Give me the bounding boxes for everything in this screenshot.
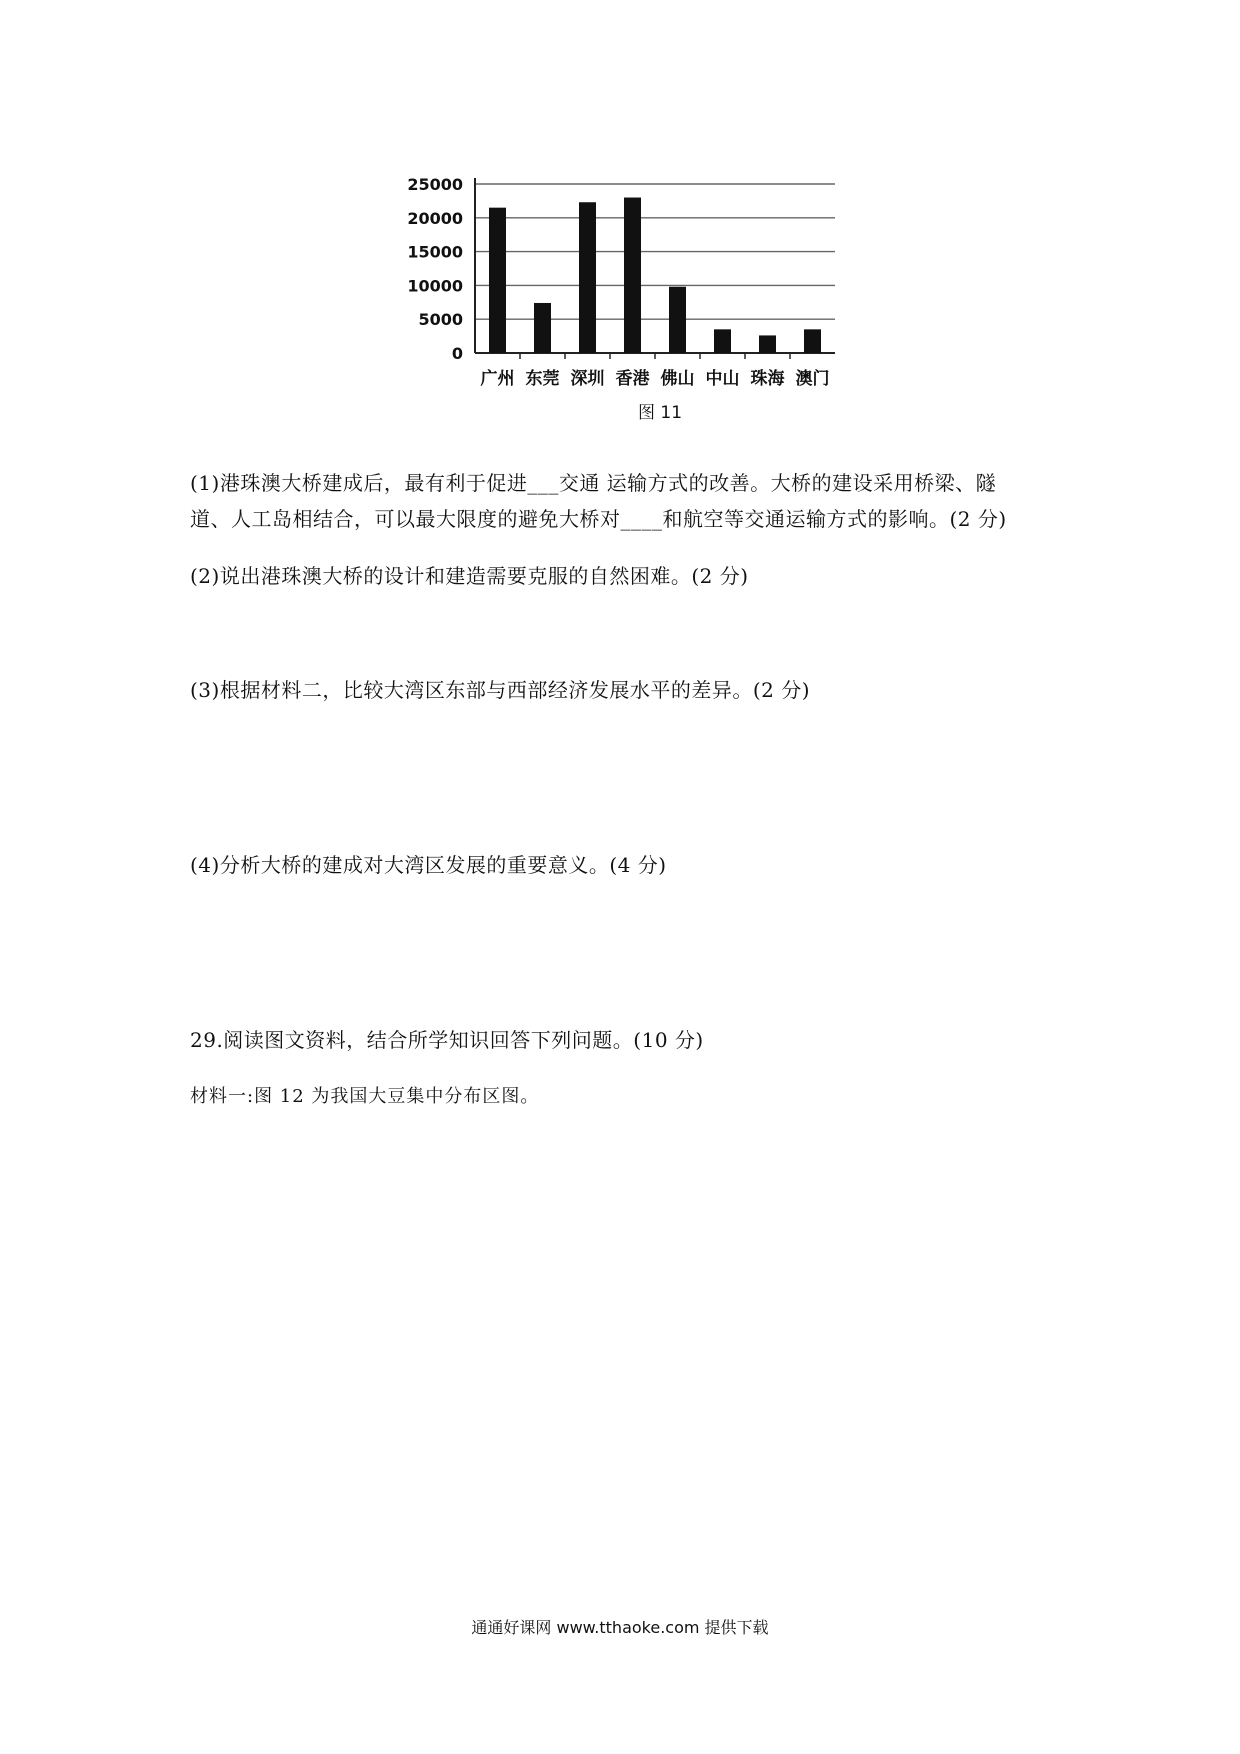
category-label: 佛山: [660, 369, 695, 389]
y-tick-label: 10000: [407, 276, 463, 296]
bar: [534, 303, 551, 353]
bar-chart-figure-11: [405, 170, 865, 460]
bar: [489, 208, 506, 353]
figure-caption: 图 11: [637, 403, 683, 423]
category-label: 广州: [480, 369, 515, 389]
question-3: (3)根据材料二，比较大湾区东部与西部经济发展水平的差异。(2 分): [190, 678, 811, 702]
y-tick-label: 0: [451, 344, 463, 363]
bar: [579, 202, 596, 353]
bar: [759, 335, 776, 353]
bar: [669, 287, 686, 353]
bar: [804, 329, 821, 353]
y-tick-label: 25000: [407, 175, 463, 194]
question-1-line-2: 道、人工岛相结合，可以最大限度的避免大桥对____和航空等交通运输方式的影响。(2 分): [190, 507, 1007, 531]
category-label: 香港: [615, 369, 650, 389]
question-1-line-1: (1)港珠澳大桥建成后，最有利于促进___交通 运输方式的改善。大桥的建设采用桥梁、隧: [190, 471, 997, 495]
category-label: 珠海: [750, 369, 785, 389]
question-29: 29.阅读图文资料，结合所学知识回答下列问题。(10 分): [190, 1028, 704, 1052]
material-1: 材料一:图 12 为我国大豆集中分布区图。: [190, 1086, 540, 1107]
bar: [714, 329, 731, 353]
bar: [624, 198, 641, 353]
category-label: 澳门: [795, 369, 830, 389]
question-2: (2)说出港珠澳大桥的设计和建造需要克服的自然困难。(2 分): [190, 564, 749, 588]
y-tick-label: 20000: [407, 208, 463, 228]
category-label: 中山: [705, 369, 740, 389]
footer-source: 通通好课网 www.tthaoke.com 提供下载: [471, 1618, 769, 1637]
category-label: 深圳: [570, 369, 605, 389]
bar-chart-svg: [405, 170, 865, 460]
category-label: 东莞: [525, 369, 560, 389]
question-4: (4)分析大桥的建成对大湾区发展的重要意义。(4 分): [190, 853, 667, 877]
y-tick-label: 15000: [407, 242, 463, 262]
y-tick-label: 5000: [418, 310, 463, 330]
